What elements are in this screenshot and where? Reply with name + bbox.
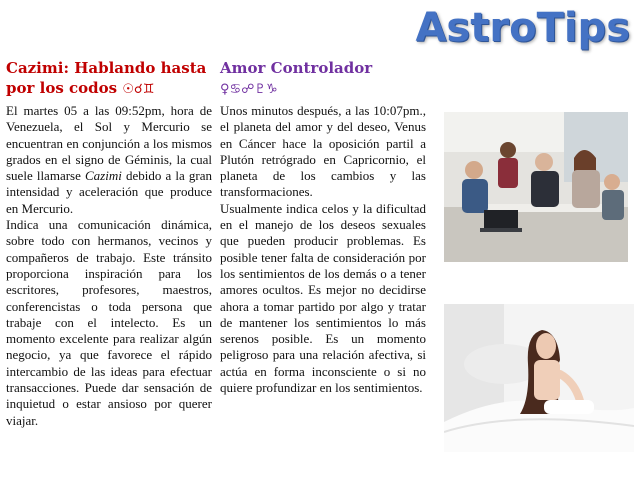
astro-glyphs-icon: ☉☌♊ <box>122 82 155 97</box>
article-paragraph: Usualmente indica celos y la dificultad en el manejo de los deseos sexuales que pueden producir problemas. Es posible tener falta de consideración por los sentimientos de los demás o a tener amores ocultos. Es mejor no decidirse ahora a tomar partido por algo y tratar de mantener los sentimientos lo más serenos posible. Es un momento peligroso para una relación afectiva, si actúa en forma inconsciente o si no quiere profundizar en los sentimientos. <box>220 200 426 396</box>
article-paragraph <box>6 103 212 217</box>
paragraph-text: debido a la gran intensidad y aceleración que produce en Mercurio. <box>6 168 212 216</box>
office-meeting-photo <box>444 112 628 262</box>
astro-glyphs-icon: ♀♋☍♇♑ <box>220 82 278 97</box>
paragraph-text: El martes 05 a las 09:52pm, hora de Venezuela, el Sol y Mercurio se encuentran en conjunción a los mismos grados en el signo de Géminis, la cual suele llamarse <box>6 103 212 184</box>
article-heading <box>220 58 426 100</box>
heading-text: Cazimi: Hablando hasta por los codos <box>6 59 207 97</box>
article-amor-controlador <box>220 58 426 396</box>
emphasis-text: Cazimi <box>85 168 122 184</box>
astrotips-logo: AstroTips <box>415 5 630 51</box>
article-heading <box>6 58 212 100</box>
article-paragraph: Unos minutos después, a las 10:07pm., el planeta del amor y del deseo, Venus en Cáncer hace la oposición partil a Plutón retrógrado en Capricornio, el planeta de los cambios y las transformaciones. <box>220 103 426 200</box>
heading-text: Amor Controlador <box>220 59 373 77</box>
woman-in-bed-photo <box>444 304 634 452</box>
article-paragraph: Indica una comunicación dinámica, sobre todo con hermanos, vecinos y compañeros de trabajo. Este tránsito proporciona inspiración para los escritores, profesores, maestros, conferencistas o toda persona que trabaje con el intelecto. Es un momento excelente para realizar algún negocio, ya que favorece el rápido intercambio de las ideas para efectuar transacciones. Puede dar sensación de inquietud o estar ansioso por querer viajar. <box>6 217 212 428</box>
article-cazimi <box>6 58 212 429</box>
